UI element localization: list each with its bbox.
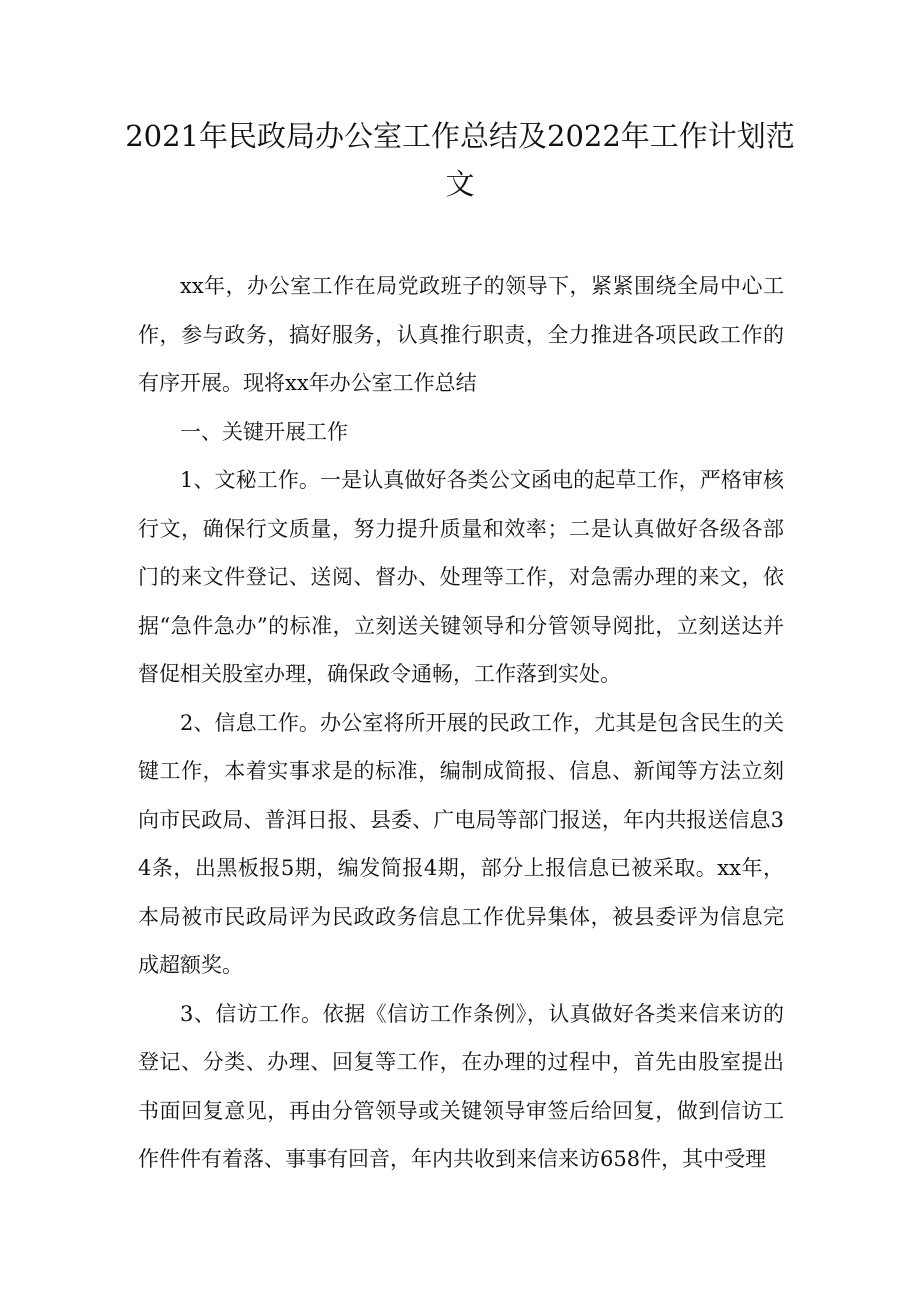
document-title: 2021年民政局办公室工作总结及2022年工作计划范文	[125, 119, 795, 201]
document-body	[138, 262, 784, 1184]
paragraph-secretarial-work: 1、文秘工作。一是认真做好各类公文函电的起草工作，严格审核行文，确保行文质量，努力提升质量和效率；二是认真做好各级各部门的来文件登记、送阅、督办、处理等工作，对急需办理的来文，依据“急件急办”的标准，立刻送关键领导和分管领导阅批，立刻送达并督促相关股室办理，确保政令通畅，工作落到实处。	[138, 468, 784, 686]
paragraph-information-work: 2、信息工作。办公室将所开展的民政工作，尤其是包含民生的关键工作，本着实事求是的标准，编制成简报、信息、新闻等方法立刻向市民政局、普洱日报、县委、广电局等部门报送，年内共报送信息34条，出黑板报5期，编发简报4期，部分上报信息已被采取。xx年，本局被市民政局评为民政政务信息工作优异集体，被县委评为信息完成超额奖。	[138, 710, 784, 977]
section-heading-key-work: 一、关键开展工作	[180, 419, 348, 444]
paragraph-petition-work: 3、信访工作。依据《信访工作条例》，认真做好各类来信来访的登记、分类、办理、回复等工作，在办理的过程中，首先由股室提出书面回复意见，再由分管领导或关键领导审签后给回复，做到信访工作件件有着落、事事有回音，年内共收到来信来访658件，其中受理	[138, 1001, 784, 1171]
paragraph-intro: xx年，办公室工作在局党政班子的领导下，紧紧围绕全局中心工作，参与政务，搞好服务，认真推行职责，全力推进各项民政工作的有序开展。现将xx年办公室工作总结	[138, 274, 784, 395]
